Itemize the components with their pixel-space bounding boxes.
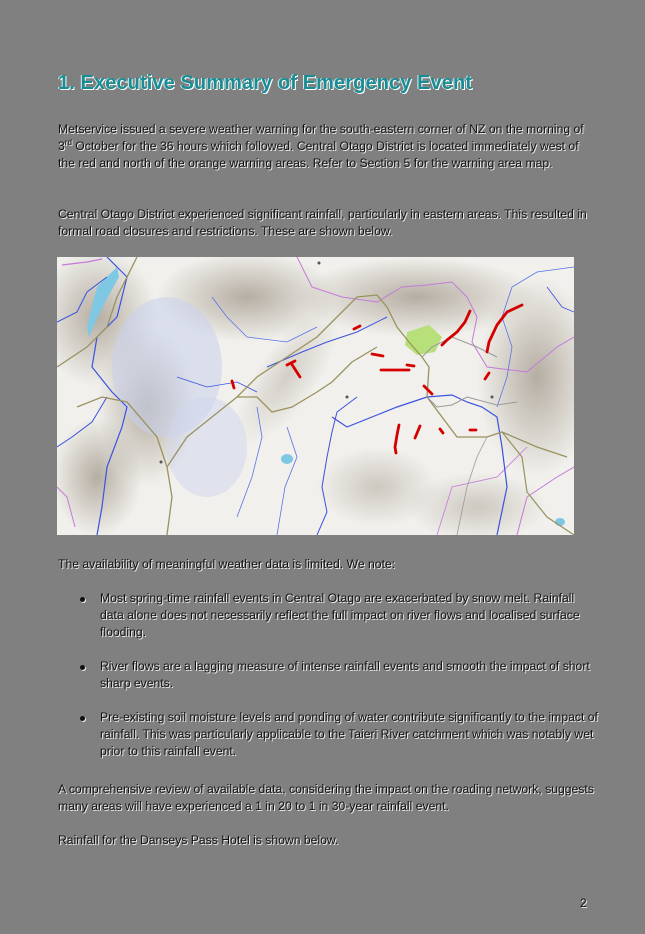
observations-list — [58, 590, 598, 760]
map-graphic — [57, 257, 574, 535]
bullet-icon — [80, 597, 85, 602]
intro-paragraph — [58, 121, 598, 172]
list-item-text: Most spring-time rainfall events in Central Otago are exacerbated by snow melt. Rainfall data alone does not necessarily reflect the full impact on river flows and localised surface flooding. — [100, 591, 580, 639]
list-item — [58, 658, 598, 692]
intro-text-1: Metservice issued a severe weather warning for the south-eastern corner of NZ on the morning of 3 — [58, 122, 584, 153]
bullet-icon — [80, 716, 85, 721]
list-item — [58, 709, 598, 760]
list-item-text: River flows are a lagging measure of intense rainfall events and smooth the impact of short sharp events. — [100, 659, 590, 690]
road-closures-map — [57, 257, 574, 535]
bullet-icon — [80, 665, 85, 670]
danseys-pass-paragraph: Rainfall for the Danseys Pass Hotel is shown below. — [58, 833, 339, 847]
list-item-text: Pre-existing soil moisture levels and ponding of water contribute significantly to the impact of rainfall. This was particularly applicable to the Taieri River catchment which was notably wet prior to this rainfall event. — [100, 710, 598, 758]
review-paragraph: A comprehensive review of available data, considering the impact on the roading network, suggests many areas will have experienced a 1 in 20 to 1 in 30-year rainfall event. — [58, 782, 594, 813]
data-availability-paragraph: The availability of meaningful weather data is limited. We note: — [58, 557, 396, 571]
page-number: 2 — [580, 896, 587, 910]
intro-text-2: October for the 36 hours which followed. Central Otago District is located immediately west of the red and north of the orange warning areas. Refer to Section 5 for the warning area map. — [58, 139, 579, 170]
rainfall-paragraph: Central Otago District experienced significant rainfall, particularly in eastern areas. This resulted in formal road closures and restrictions. These are shown below. — [58, 207, 587, 238]
list-item — [58, 590, 598, 641]
ordinal-suffix: rd — [64, 137, 72, 147]
section-heading: 1. Executive Summary of Emergency Event — [58, 72, 473, 94]
